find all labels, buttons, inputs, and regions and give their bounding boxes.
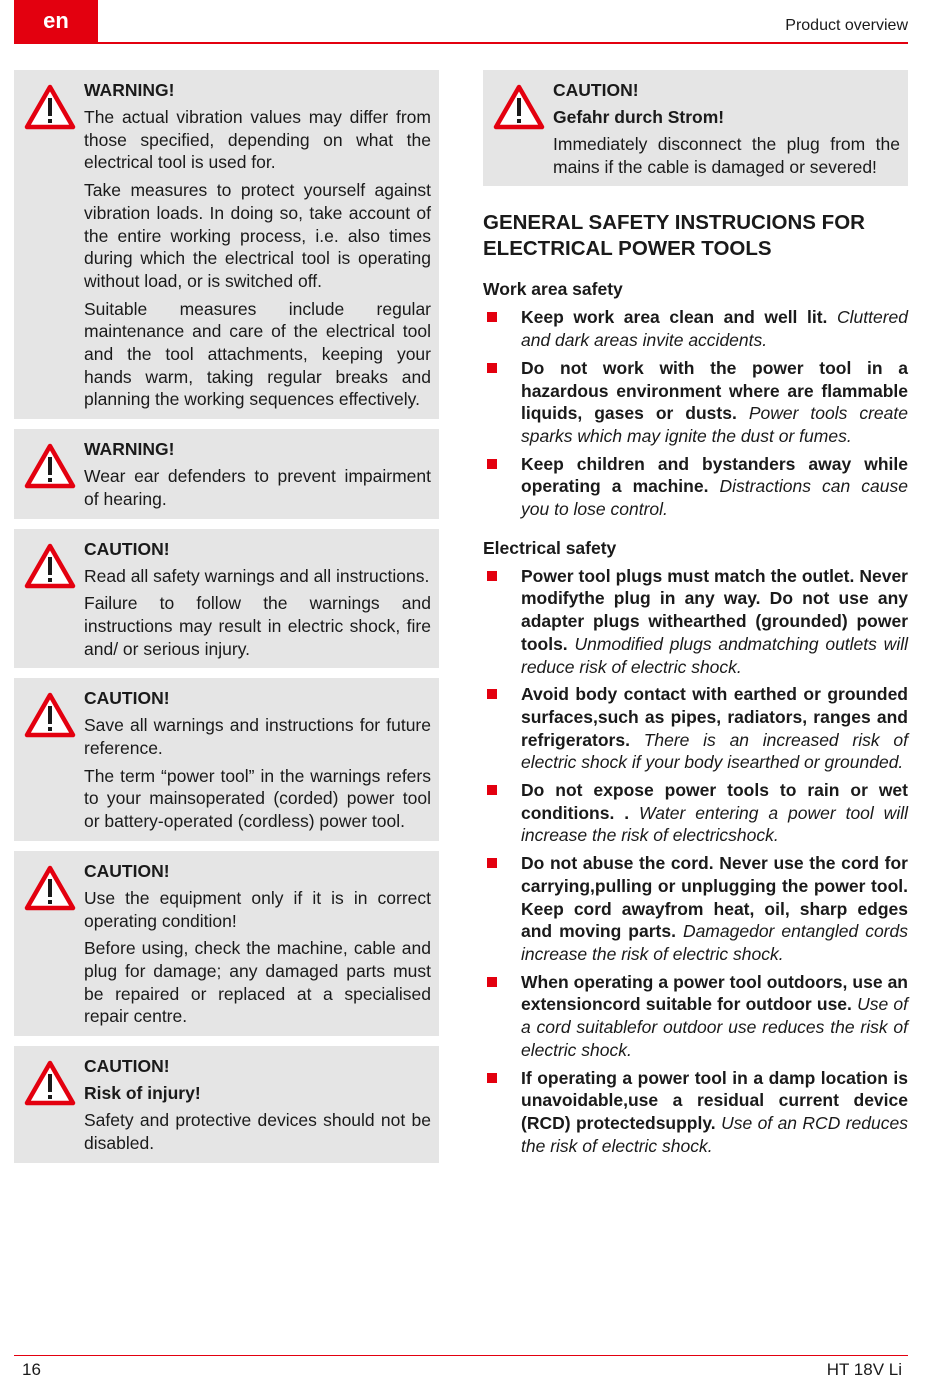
item-italic-text: Use of an RCD reduces the risk of electric shock.: [521, 1112, 908, 1156]
notice-title: CAUTION!: [84, 1056, 170, 1077]
model-name: HT 18V Li: [826, 1360, 902, 1379]
notice-box: [14, 678, 439, 841]
item-italic-text: Distractions can cause you to lose control.: [521, 476, 908, 520]
notice-box: [14, 529, 439, 669]
warning-triangle-icon: [24, 1060, 76, 1106]
language-tab: en: [14, 0, 98, 42]
list-item: [483, 565, 908, 679]
warning-triangle-icon: [24, 543, 76, 589]
item-italic-text: Use of a cord suitablefor outdoor use reduces the risk of electric shock.: [521, 994, 908, 1060]
list-item: [483, 779, 908, 847]
notice-title: CAUTION!: [84, 860, 170, 881]
notice-paragraph: The actual vibration values may differ from those specified, depending on what the electrical tool is used for.: [84, 107, 431, 173]
notice-title: CAUTION!: [84, 688, 170, 709]
footer-rule: [14, 1355, 908, 1356]
notice-title: WARNING!: [84, 439, 175, 460]
item-italic-text: Damagedor entangled cords increase the risk of electric shock.: [521, 921, 908, 964]
item-bold-text: Avoid body contact with earthed or grounded surfaces,such as pipes, radiators, ranges and refrigerators.: [521, 684, 908, 750]
item-bold-text: Power tool plugs must match the outlet. Never modifythe plug in any way. Do not use any adapter plugs withearthed (grounded) power tools.: [521, 565, 908, 654]
notice-paragraph: Before using, check the machine, cable and plug for damage; any damaged parts must be repaired or replaced at a specialised repair centre.: [84, 938, 431, 1027]
notice-title: WARNING!: [84, 80, 175, 100]
red-square-bullet-icon: [487, 459, 497, 469]
notice-box: [14, 70, 439, 419]
safety-sections: [483, 278, 908, 1157]
list-item: [483, 453, 908, 521]
notice-paragraph: The term “power tool” in the warnings refers to your mainsoperated (corded) power tool or battery-operated (cordless) power tool.: [84, 765, 431, 832]
notice-paragraph: Safety and protective devices should not be disabled.: [84, 1110, 431, 1153]
item-bold-text: If operating a power tool in a damp location is unavoidable,use a residual current device (RCD) protectedsupply.: [521, 1067, 908, 1133]
notice-paragraph: Read all safety warnings and all instructions.: [84, 565, 430, 586]
notice-paragraph: Take measures to protect yourself against vibration loads. In doing so, take account of the entire working process, i.e. also times during which the electrical tool is operating without load, or is switched off.: [84, 180, 431, 291]
item-bold-text: Keep children and bystanders away while operating a machine.: [521, 453, 908, 497]
header-rule: [14, 42, 908, 44]
main-heading: GENERAL SAFETY INSTRUCIONS FOR ELECTRICAL POWER TOOLS: [483, 211, 865, 261]
list-item: [483, 852, 908, 966]
safety-list: [483, 306, 908, 520]
notice-paragraph: Suitable measures include regular maintenance and care of the electrical tool and the tool attachments, keeping your hands warm, taking regular breaks and planning the working sequences effectively.: [84, 298, 431, 410]
red-square-bullet-icon: [487, 312, 497, 322]
caution-box-electric: [483, 70, 908, 186]
warning-triangle-icon: [24, 443, 76, 489]
section-heading: Work area safety: [483, 279, 623, 300]
notice-title: CAUTION!: [84, 538, 170, 559]
warning-triangle-icon: [493, 84, 545, 130]
notice-paragraph: Immediately disconnect the plug from the mains if the cable is damaged or severed!: [553, 134, 900, 177]
warning-triangle-icon: [24, 692, 76, 738]
item-italic-text: Water entering a power tool will increase the risk of electricshock.: [521, 802, 908, 846]
item-bold-text: Do not abuse the cord. Never use the cord for carrying,pulling or unplugging the power tool. Keep cord awayfrom heat, oil, sharp edges and moving parts.: [521, 853, 908, 942]
warning-triangle-icon: [24, 84, 76, 130]
item-italic-text: Power tools create sparks which may ignite the dust or fumes.: [521, 403, 908, 446]
list-item: [483, 971, 908, 1062]
notice-subtitle: Gefahr durch Strom!: [553, 107, 725, 127]
list-item: [483, 306, 908, 351]
red-square-bullet-icon: [487, 1073, 497, 1083]
item-italic-text: Unmodified plugs andmatching outlets will reduce risk of electric shock.: [521, 633, 908, 677]
notice-box: [14, 851, 439, 1036]
item-bold-text: Do not work with the power tool in a hazardous environment where are flammable liquids, gases or dusts.: [521, 357, 908, 424]
notice-box: [14, 1046, 439, 1162]
red-square-bullet-icon: [487, 785, 497, 795]
warning-triangle-icon: [24, 865, 76, 911]
list-item: [483, 683, 908, 774]
notice-title: CAUTION!: [553, 80, 639, 100]
red-square-bullet-icon: [487, 858, 497, 868]
right-column: [483, 70, 908, 1162]
red-square-bullet-icon: [487, 363, 497, 373]
section-heading: Electrical safety: [483, 537, 617, 558]
list-item: [483, 357, 908, 448]
item-italic-text: Cluttered and dark areas invite accidents.: [521, 307, 908, 351]
item-bold-text: Do not expose power tools to rain or wet conditions. .: [521, 780, 908, 823]
red-square-bullet-icon: [487, 977, 497, 987]
list-item: [483, 1067, 908, 1158]
notice-subtitle: Risk of injury!: [84, 1083, 201, 1104]
notice-box: [14, 429, 439, 518]
item-italic-text: There is an increased risk of electric shock if your body isearthed or grounded.: [521, 729, 908, 773]
notice-paragraph: Use the equipment only if it is in correct operating condition!: [84, 887, 431, 931]
notice-paragraph: Wear ear defenders to prevent impairment of hearing.: [84, 466, 431, 509]
red-square-bullet-icon: [487, 571, 497, 581]
notice-paragraph: Failure to follow the warnings and instructions may result in electric shock, fire and/ or serious injury.: [84, 593, 431, 659]
section-title: Product overview: [785, 17, 908, 34]
item-bold-text: When operating a power tool outdoors, use an extensioncord suitable for outdoor use.: [521, 971, 908, 1015]
safety-list: [483, 565, 908, 1158]
red-square-bullet-icon: [487, 689, 497, 699]
item-bold-text: Keep work area clean and well lit.: [521, 307, 828, 328]
left-column: [14, 70, 439, 1173]
notice-paragraph: Save all warnings and instructions for future reference.: [84, 715, 431, 759]
page-number: 16: [22, 1360, 41, 1379]
